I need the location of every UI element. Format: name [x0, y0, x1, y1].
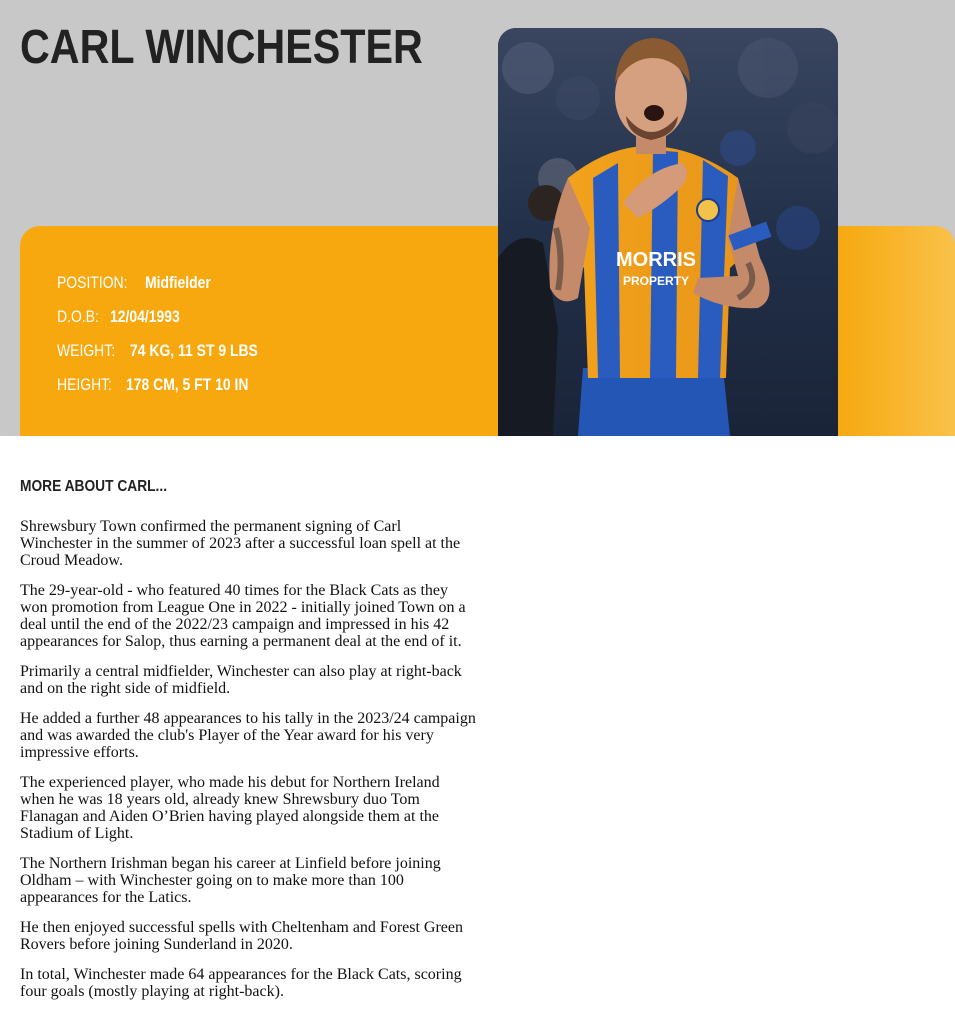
stat-value: 74 KG, 11 ST 9 LBS	[129, 341, 258, 360]
bio-paragraph: The Northern Irishman began his career at Linfield before joining Oldham – with Winchester going on to make more than 100 appearances for the Latics.	[20, 855, 441, 906]
about-section	[20, 476, 476, 1013]
stat-value: Midfielder	[144, 273, 211, 292]
bio-paragraph: He then enjoyed successful spells with Cheltenham and Forest Green Rovers before joining Sunderland in 2020.	[20, 919, 463, 953]
bio-paragraph: Shrewsbury Town confirmed the permanent signing of Carl Winchester in the summer of 2023 after a successful loan spell at the Croud Meadow.	[20, 518, 461, 569]
stat-label: D.O.B:	[57, 307, 99, 326]
bio-paragraph: The experienced player, who made his debut for Northern Ireland when he was 18 years old, already knew Shrewsbury duo Tom Flanagan and Aiden O’Brien having played alongside them at the Stadium of Light.	[20, 774, 440, 842]
stat-weight	[57, 334, 286, 368]
stat-value: 12/04/1993	[110, 307, 180, 326]
bio-paragraph: He added a further 48 appearances to his tally in the 2023/24 campaign and was awarded the club's Player of the Year award for his very impressive efforts.	[20, 710, 476, 761]
about-heading: MORE ABOUT CARL...	[20, 478, 168, 495]
stat-label: WEIGHT:	[57, 341, 116, 360]
stat-height	[57, 368, 286, 402]
player-hero	[0, 0, 955, 436]
stat-label: HEIGHT:	[57, 375, 112, 394]
bio-text	[20, 518, 476, 1000]
stat-position	[57, 266, 286, 300]
sponsor-subtext: PROPERTY	[622, 274, 690, 288]
sponsor-text: MORRIS	[616, 249, 696, 271]
bio-paragraph: Primarily a central midfielder, Winchester can also play at right-back and on the right side of midfield.	[20, 663, 462, 697]
player-stats	[57, 266, 286, 402]
bio-paragraph: The 29-year-old - who featured 40 times for the Black Cats as they won promotion from League One in 2022 - initially joined Town on a deal until the end of the 2022/23 campaign and impressed in his 42 appearances for Salop, thus earning a permanent deal at the end of it.	[20, 582, 466, 650]
panel-gradient	[835, 226, 955, 436]
stat-dob	[57, 300, 286, 334]
player-name: CARL WINCHESTER	[20, 21, 423, 74]
bio-paragraph: In total, Winchester made 64 appearances for the Black Cats, scoring four goals (mostly playing at right-back).	[20, 966, 462, 1000]
player-photo	[498, 28, 838, 436]
stat-value: 178 CM, 5 FT 10 IN	[126, 375, 249, 394]
stat-label: POSITION:	[57, 273, 128, 292]
